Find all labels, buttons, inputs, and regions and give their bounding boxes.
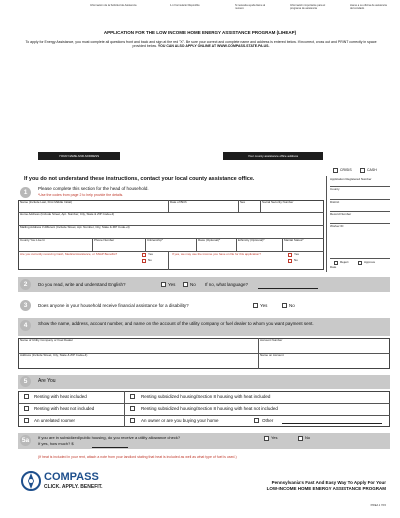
snap-yes-checkbox[interactable] bbox=[142, 253, 146, 257]
form-title: APPLICATION FOR THE LOW INCOME HOME ENERGY ASSISTANCE PROGRAM (LIHEAP) bbox=[103, 30, 297, 35]
mailing-address-label: Mailing Address if different (Include Street, Apt. Number, City, State & ZIP Code+4) bbox=[20, 225, 130, 229]
renting-heat-included-checkbox[interactable] bbox=[24, 394, 29, 399]
race-label: Race (Optional)* bbox=[198, 238, 221, 242]
header-segment-5: Llame a su oficina de asistencia del condado bbox=[350, 4, 387, 10]
county-label: County You Live In bbox=[20, 238, 46, 242]
table-col-line bbox=[145, 238, 146, 251]
allowance-no-label: No bbox=[305, 435, 311, 440]
sidebar-field-worker: Worker ID bbox=[330, 224, 344, 228]
ethnicity-label: Ethnicity (Optional)* bbox=[238, 238, 265, 242]
table-col-line bbox=[168, 200, 169, 212]
table-col-line bbox=[196, 238, 197, 251]
table-col-line bbox=[260, 200, 261, 212]
english-yes-label: Yes bbox=[168, 282, 176, 287]
section-2-question: Do you read, write and understand English? bbox=[38, 282, 126, 287]
header-segment-4: Información importante para el programa de asistencia bbox=[290, 4, 326, 10]
disability-yes-label: Yes bbox=[260, 303, 268, 308]
sidebar-line bbox=[330, 258, 390, 259]
allowance-no-checkbox[interactable] bbox=[298, 436, 303, 441]
head-of-household-table bbox=[18, 200, 324, 270]
english-no-label: No bbox=[190, 282, 196, 287]
section-3-question: Does anyone in your household receive financial assistance for a disability? bbox=[38, 303, 189, 308]
file-yes-checkbox[interactable] bbox=[288, 253, 292, 257]
section-4-text: Show the name, address, account number, and name on the account of the utility company or fuel dealer to whom you want payment sent. bbox=[38, 321, 314, 326]
heat-included-note: (If heat is included in your rent, attach a note from your landlord stating that heat is included as well as what type of fuel is used.) bbox=[38, 455, 237, 459]
contact-warning: If you do not understand these instructions, contact your local county assistance office. bbox=[24, 176, 255, 182]
allowance-amount-input[interactable] bbox=[92, 447, 128, 448]
disability-yes-checkbox[interactable] bbox=[253, 303, 258, 308]
sidebar-field-record: Record Number bbox=[330, 212, 352, 216]
form-id: PWEA 1 7/15 bbox=[370, 504, 386, 507]
other-checkbox[interactable] bbox=[254, 418, 259, 423]
section-2-number: 2 bbox=[20, 279, 31, 290]
table-col-line bbox=[258, 338, 259, 369]
account-number-label: Account Number bbox=[260, 338, 283, 342]
crisis-label: CRISIS bbox=[340, 168, 352, 172]
subsidized-heat-not-included-label: Renting subsidized housing/Section 8 housing with heat not included bbox=[141, 406, 278, 411]
section-5-number: 5 bbox=[20, 376, 31, 387]
unrelated-roomer-label: An unrelated roomer bbox=[34, 418, 76, 423]
snap-question: Are you currently receiving Cash, Medical Assistance, or SNAP Benefits? bbox=[20, 252, 118, 256]
unrelated-roomer-checkbox[interactable] bbox=[24, 418, 29, 423]
language-input[interactable] bbox=[258, 288, 318, 289]
compass-logo-icon bbox=[20, 471, 42, 491]
renting-heat-not-included-label: Renting with heat not included bbox=[34, 406, 95, 411]
subsidized-heat-included-label: Renting subsidized housing/Section 8 housing with heat included bbox=[141, 394, 271, 399]
other-input[interactable] bbox=[282, 423, 382, 424]
other-label: Other bbox=[262, 418, 274, 423]
table-col-line bbox=[282, 238, 283, 251]
sidebar-field-district: District bbox=[330, 200, 340, 204]
name-field-label: Name (Include Last, First Middle Initial) bbox=[20, 200, 73, 204]
allowance-yes-checkbox[interactable] bbox=[264, 436, 269, 441]
approve-label: Approve bbox=[364, 260, 376, 264]
section-1-note: *Use the codes from page 2 to help provide the details. bbox=[38, 193, 124, 197]
name-on-account-label: Name on Account bbox=[260, 353, 284, 357]
disability-no-label: No bbox=[289, 303, 295, 308]
sex-field-label: Sex bbox=[240, 200, 246, 204]
apply-online-text: YOU CAN ALSO APPLY ONLINE AT WWW.COMPASS.STATE.PA.US. bbox=[157, 44, 270, 48]
section-5a-question: If you are in subsidized/public housing, do you receive a utility allowance check? bbox=[38, 435, 181, 440]
renting-heat-included-label: Renting with heat included bbox=[34, 394, 87, 399]
header-segment-1: Informacion de la Solicitud de Asistencia bbox=[90, 4, 137, 7]
section-5-title: Are You bbox=[38, 378, 56, 384]
approve-checkbox[interactable] bbox=[358, 261, 362, 265]
reject-label: Reject bbox=[340, 260, 349, 264]
sidebar-field-registered: Application Registered Number bbox=[330, 177, 372, 181]
compass-logo-text: COMPASS bbox=[44, 471, 99, 483]
sidebar-field-county: County bbox=[330, 187, 340, 191]
citizenship-label: Citizenship* bbox=[147, 238, 163, 242]
table-col-line bbox=[236, 238, 237, 251]
compass-tagline: CLICK. APPLY. BENEFIT. bbox=[44, 484, 103, 490]
utility-address-label: Address (Include Street, City, State & ZIP Code+4) bbox=[20, 353, 88, 357]
footer-headline-1: Pennsylvania's Fast And Easy Way To Apply For Your bbox=[271, 480, 386, 485]
ssn-field-label: Social Security Number bbox=[262, 200, 294, 204]
cash-label: CASH bbox=[367, 168, 377, 172]
table-row-line bbox=[18, 403, 390, 404]
owner-label: An owner or are you buying your home bbox=[141, 418, 219, 423]
section-3-number: 3 bbox=[20, 300, 31, 311]
table-row-line bbox=[18, 238, 324, 239]
footer-headline-2: LOW-INCOME HOME ENERGY ASSISTANCE PROGRAM bbox=[266, 486, 386, 491]
name-address-bar: YOUR NAME AND ADDRESS bbox=[38, 152, 120, 160]
table-row-line bbox=[18, 415, 390, 416]
renting-heat-not-included-checkbox[interactable] bbox=[24, 406, 29, 411]
english-yes-checkbox[interactable] bbox=[161, 282, 166, 287]
section-5-band bbox=[18, 375, 390, 389]
snap-no-label: No bbox=[148, 258, 152, 262]
table-col-line bbox=[124, 391, 125, 427]
county-office-bar: Your county assistance office address bbox=[223, 152, 323, 160]
sidebar-divider bbox=[326, 176, 327, 272]
sidebar-date-label: Date bbox=[330, 265, 337, 269]
use-file-question: If yes, we may use the income you have on file for this application? bbox=[172, 252, 261, 256]
language-question: If no, what language? bbox=[205, 282, 249, 287]
subsidized-heat-not-included-checkbox[interactable] bbox=[130, 406, 135, 411]
file-yes-label: Yes bbox=[294, 252, 299, 256]
allowance-yes-label: Yes bbox=[271, 435, 278, 440]
marital-label: Marital Status* bbox=[284, 238, 304, 242]
how-much-label: If yes, how much? $ bbox=[38, 441, 74, 446]
subsidized-heat-included-checkbox[interactable] bbox=[130, 394, 135, 399]
sidebar-line bbox=[330, 199, 390, 200]
file-no-checkbox[interactable] bbox=[288, 259, 292, 263]
utility-name-label: Name of Utility Company or Fuel Dealer bbox=[20, 338, 74, 342]
crisis-checkbox[interactable] bbox=[333, 168, 338, 173]
file-no-label: No bbox=[294, 258, 298, 262]
owner-checkbox[interactable] bbox=[130, 418, 135, 423]
section-1-number: 1 bbox=[20, 187, 31, 198]
phone-label: Phone Number bbox=[94, 238, 115, 242]
disability-no-checkbox[interactable] bbox=[282, 303, 287, 308]
section-4-number: 4 bbox=[20, 320, 31, 331]
table-col-line bbox=[238, 200, 239, 212]
english-no-checkbox[interactable] bbox=[183, 282, 188, 287]
section-1-text: Please complete this section for the head of household. bbox=[38, 186, 149, 191]
section-5a-number: 5a bbox=[21, 437, 30, 444]
snap-no-checkbox[interactable] bbox=[142, 259, 146, 263]
table-col-line bbox=[168, 251, 169, 270]
table-col-line bbox=[92, 238, 93, 251]
header-segment-2: 1-1 Formulario Disponible bbox=[170, 4, 200, 7]
cash-checkbox[interactable] bbox=[360, 168, 365, 173]
home-address-label: Home Address (Include Street, Apt. Number, City, State & ZIP Code+4) bbox=[20, 212, 115, 216]
dob-field-label: Date of Birth bbox=[170, 200, 187, 204]
header-segment-3: Si necesita ayuda llame al numero bbox=[235, 4, 266, 10]
instructions: To apply for Energy Assistance, you must complete all questions front and back and sign at the red "X". Be sure your correct and complete name and address is entered below. If incorrect, cross out and PRINT correctly in space provided below. YOU CAN ALSO APPLY ONLINE AT WWW.COMPASS.STATE.PA.US. bbox=[25, 40, 377, 48]
snap-yes-label: Yes bbox=[148, 252, 153, 256]
